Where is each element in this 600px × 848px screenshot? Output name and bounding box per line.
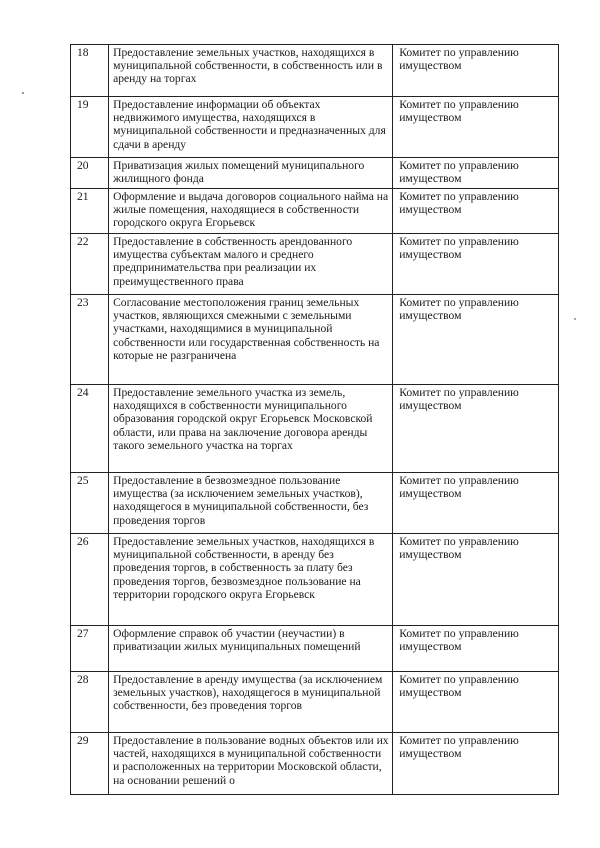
responsible-body: Комитет по управлению имуществом	[393, 295, 559, 385]
table-row	[71, 385, 559, 473]
service-name: Оформление и выдача договоров социального найма на жилые помещения, находящиеся в собственности городского округа Егорьевск	[109, 189, 393, 234]
row-number: 19	[71, 97, 109, 158]
service-name: Согласование местоположения границ земельных участков, являющихся смежными с земельными участками, находящимися в муниципальной собственности или государственная собственность на которые не разграничена	[109, 295, 393, 385]
responsible-body: Комитет по управлению имуществом	[393, 189, 559, 234]
responsible-body: Комитет по управлению имуществом	[393, 473, 559, 534]
row-number: 23	[71, 295, 109, 385]
row-number: 24	[71, 385, 109, 473]
row-number: 20	[71, 158, 109, 189]
scan-speck	[574, 318, 576, 320]
table-row	[71, 97, 559, 158]
table-row	[71, 534, 559, 626]
service-name: Оформление справок об участии (неучастии) в приватизации жилых муниципальных помещений	[109, 626, 393, 672]
service-name: Предоставление в аренду имущества (за исключением земельных участков), находящегося в муниципальной собственности, без проведения торгов	[109, 672, 393, 733]
service-name: Предоставление земельного участка из земель, находящихся в собственности муниципального образования городской округ Егорьевск Московской области, или права на заключение договора аренды такого земельного участка на торгах	[109, 385, 393, 473]
table-row	[71, 158, 559, 189]
responsible-body: Комитет по управлению имуществом	[393, 97, 559, 158]
table-row	[71, 189, 559, 234]
row-number: 27	[71, 626, 109, 672]
responsible-body: Комитет по управлению имуществом	[393, 672, 559, 733]
service-name: Предоставление в собственность арендованного имущества субъектам малого и среднего предпринимательства при реализации их преимущественного права	[109, 234, 393, 295]
service-name: Предоставление в пользование водных объектов или их частей, находящихся в муниципальной собственности и расположенных на территории Московской области, на основании решений о	[109, 733, 393, 795]
scan-speck	[22, 92, 24, 94]
responsible-body: Комитет по управлению имуществом	[393, 45, 559, 97]
table-row	[71, 733, 559, 795]
table-row	[71, 473, 559, 534]
table-row	[71, 234, 559, 295]
table-row	[71, 295, 559, 385]
responsible-body: Комитет по управлению имуществом	[393, 733, 559, 795]
responsible-body: Комитет по управлению имуществом	[393, 626, 559, 672]
row-number: 25	[71, 473, 109, 534]
row-number: 28	[71, 672, 109, 733]
service-name: Приватизация жилых помещений муниципального жилищного фонда	[109, 158, 393, 189]
responsible-body: Комитет по управлению имуществом	[393, 234, 559, 295]
row-number: 18	[71, 45, 109, 97]
row-number: 22	[71, 234, 109, 295]
services-table	[70, 44, 559, 795]
row-number: 29	[71, 733, 109, 795]
row-number: 21	[71, 189, 109, 234]
service-name: Предоставление в безвозмездное пользование имущества (за исключением земельных участков), находящегося в муниципальной собственности, без проведения торгов	[109, 473, 393, 534]
service-name: Предоставление земельных участков, находящихся в муниципальной собственности, в собственность или в аренду на торгах	[109, 45, 393, 97]
table-row	[71, 626, 559, 672]
responsible-body: Комитет по управлению имуществом	[393, 534, 559, 626]
table-row	[71, 45, 559, 97]
service-name: Предоставление земельных участков, находящихся в муниципальной собственности, в аренду без проведения торгов, в собственность за плату без проведения торгов, безвозмездное пользование на территории городского округа Егорьевск	[109, 534, 393, 626]
responsible-body: Комитет по управлению имуществом	[393, 158, 559, 189]
responsible-body: Комитет по управлению имуществом	[393, 385, 559, 473]
row-number: 26	[71, 534, 109, 626]
table-row	[71, 672, 559, 733]
service-name: Предоставление информации об объектах недвижимого имущества, находящихся в муниципальной собственности и предназначенных для сдачи в аренду	[109, 97, 393, 158]
